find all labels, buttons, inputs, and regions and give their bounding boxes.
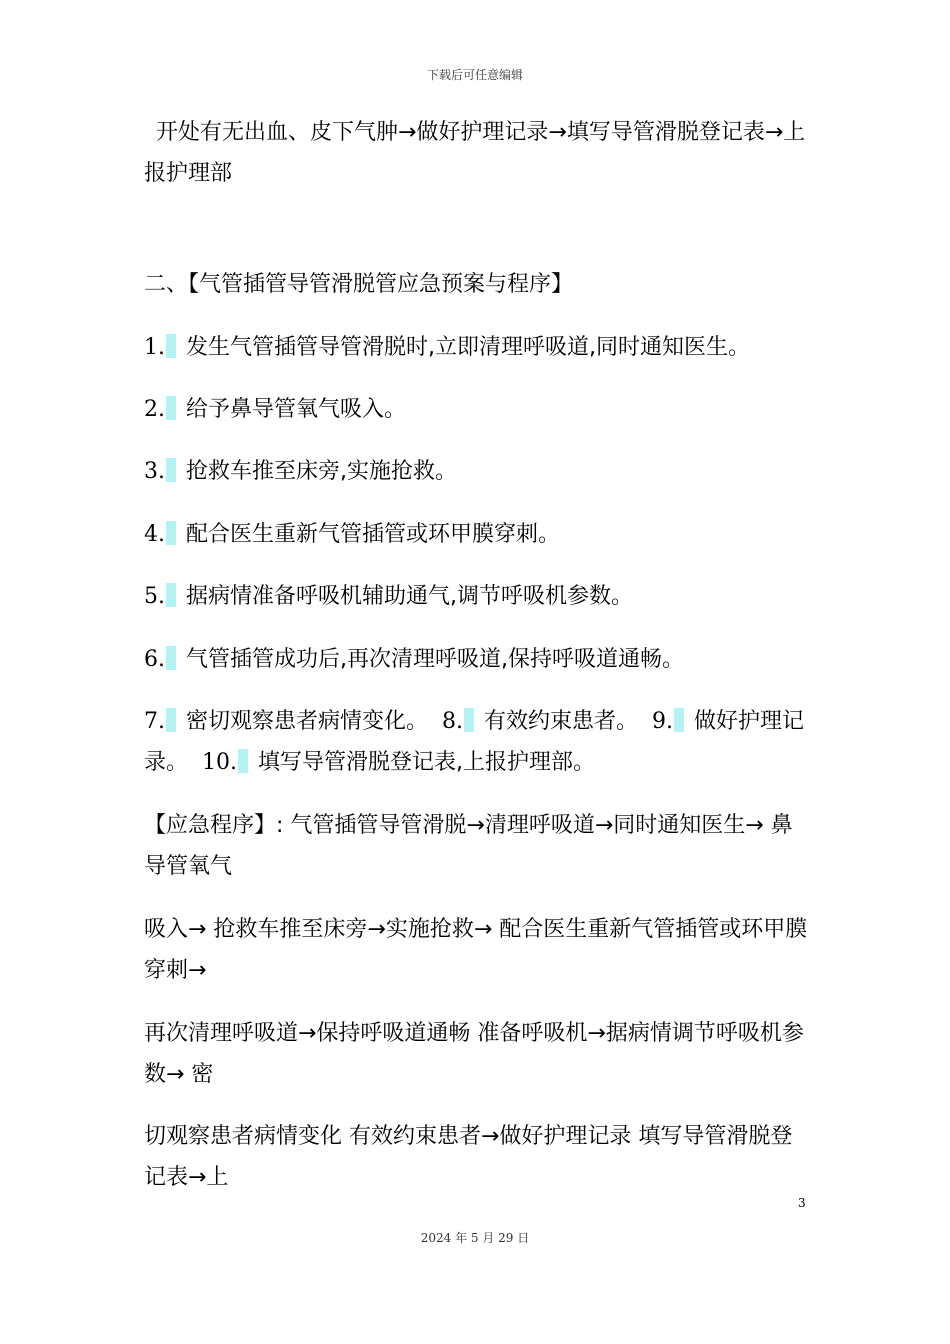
item-number: 6. xyxy=(144,647,165,672)
item-number: 2. xyxy=(144,397,165,422)
continuation-paragraph: 开处有无出血、皮下气肿→做好护理记录→填写导管滑脱登记表→上报护理部 xyxy=(144,120,806,186)
list-item xyxy=(144,514,810,555)
list-item xyxy=(144,389,810,430)
highlight-mark xyxy=(166,708,176,732)
highlight-mark xyxy=(166,396,176,420)
highlight-mark xyxy=(166,458,176,482)
highlight-mark xyxy=(166,646,176,670)
item-text: 密切观察患者病情变化。 xyxy=(186,709,429,734)
item-text: 配合医生重新气管插管或环甲膜穿刺。 xyxy=(186,522,561,547)
list-item xyxy=(144,451,810,492)
procedure-line: 【应急程序】: 气管插管导管滑脱→清理呼吸道→同时通知医生→ 鼻导管氧气 xyxy=(144,813,793,879)
list-item xyxy=(144,327,810,368)
page-header: 下载后可任意编辑 xyxy=(426,68,523,82)
item-text: 气管插管成功后,再次清理呼吸道,保持呼吸道通畅。 xyxy=(186,647,684,672)
item-number: 8. xyxy=(442,709,464,734)
page-number: 3 xyxy=(798,1196,806,1210)
combined-items-paragraph xyxy=(144,701,810,783)
item-text: 有效约束患者。 xyxy=(484,709,639,734)
highlight-mark xyxy=(464,708,474,732)
highlight-mark xyxy=(238,749,248,773)
item-text: 据病情准备呼吸机辅助通气,调节呼吸机参数。 xyxy=(186,584,633,609)
item-number: 10. xyxy=(202,750,238,775)
item-text: 给予鼻导管氧气吸入。 xyxy=(186,397,407,422)
highlight-mark xyxy=(674,708,684,732)
item-number: 4. xyxy=(144,522,165,547)
item-text: 填写导管滑脱登记表,上报护理部。 xyxy=(258,750,596,775)
procedure-line: 切观察患者病情变化 有效约束患者→做好护理记录 填写导管滑脱登记表→上 xyxy=(144,1124,793,1190)
item-text: 抢救车推至床旁,实施抢救。 xyxy=(186,459,457,484)
page-footer-date: 2024 年 5 月 29 日 xyxy=(420,1231,530,1245)
highlight-mark xyxy=(166,583,176,607)
procedure-line: 再次清理呼吸道→保持呼吸道通畅 准备呼吸机→据病情调节呼吸机参数→ 密 xyxy=(144,1021,804,1087)
list-item xyxy=(144,576,810,617)
item-number: 3. xyxy=(144,459,165,484)
procedure-line: 吸入→ 抢救车推至床旁→实施抢救→ 配合医生重新气管插管或环甲膜穿刺→ xyxy=(144,917,808,983)
highlight-mark xyxy=(166,521,176,545)
item-number: 5. xyxy=(144,584,165,609)
item-text: 做好护理记录。 xyxy=(144,709,805,775)
section-title: 二、【气管插管导管滑脱管应急预案与程序】 xyxy=(144,272,574,297)
item-number: 7. xyxy=(144,709,165,734)
item-number: 1. xyxy=(144,335,165,360)
item-number: 9. xyxy=(652,709,674,734)
item-text: 发生气管插管导管滑脱时,立即清理呼吸道,同时通知医生。 xyxy=(186,335,750,360)
highlight-mark xyxy=(166,334,176,358)
list-item xyxy=(144,639,810,680)
